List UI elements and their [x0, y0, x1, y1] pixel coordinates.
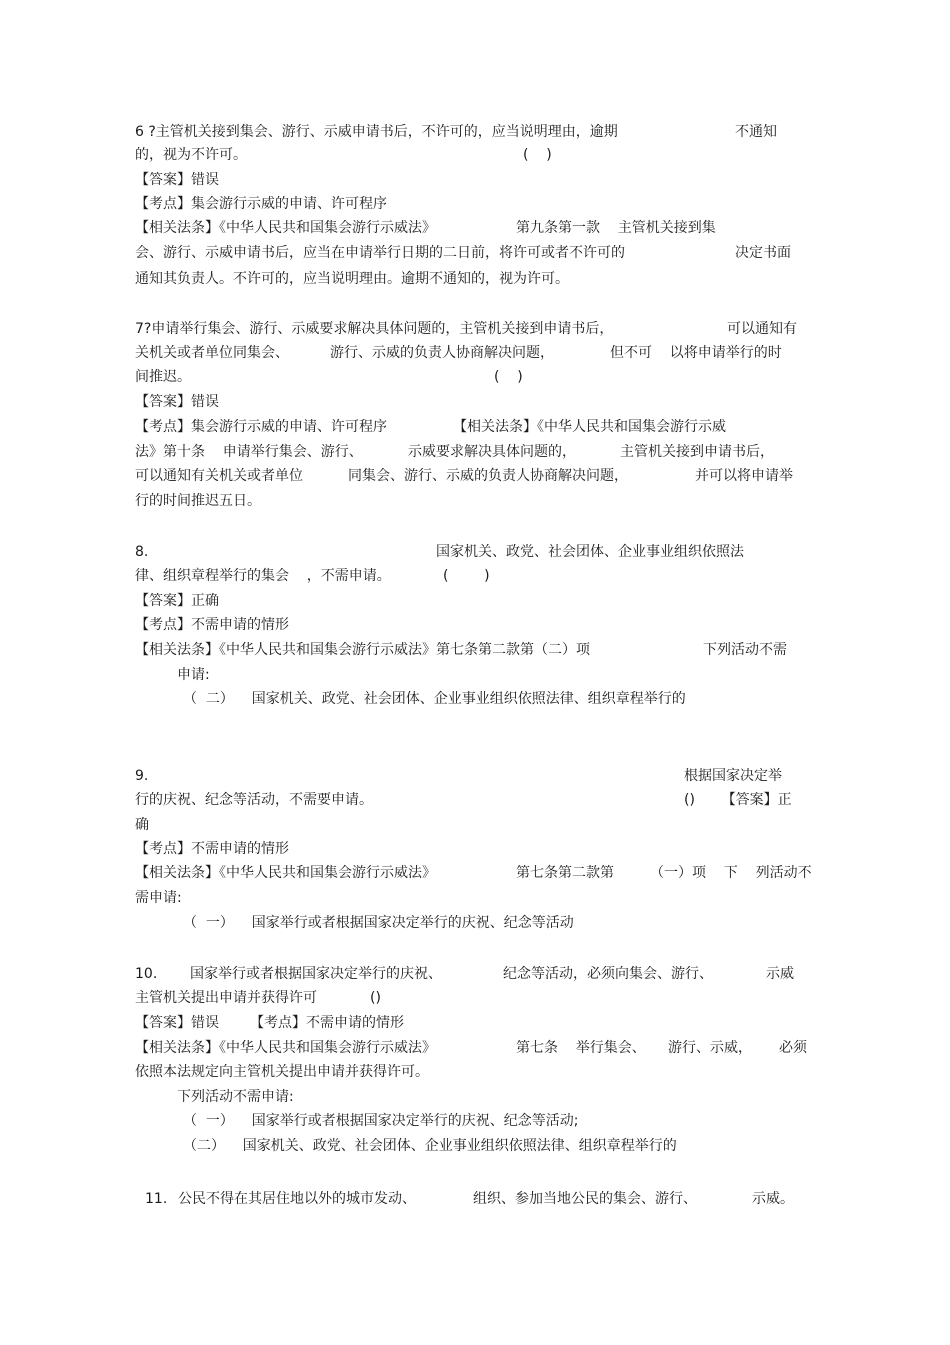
q7-law-line2b: 同集会、游行、示威的负责人协商解决问题，	[348, 468, 628, 484]
q11-line1d: 示威。	[752, 1191, 794, 1207]
q8-law-line2: 申请:	[177, 667, 210, 683]
q10-law-line1d: 必须	[779, 1040, 807, 1056]
q6-line2: 的，视为不许可。	[135, 147, 247, 163]
q10-line1d: 示威	[766, 966, 794, 982]
q10-law-item2: （二） 国家机关、政党、社会团体、企业事业组织依照法律、组织章程举行的	[183, 1138, 677, 1154]
q10-law-line1: 【相关法条】《中华人民共和国集会游行示威法》	[135, 1040, 436, 1056]
q6-law-line3: 通知其负责人。不许可的，应当说明理由。逾期不通知的，视为许可。	[135, 271, 569, 287]
q6-answer: 【答案】错误	[135, 172, 219, 188]
q9-law-item: （ 一） 国家举行或者根据国家决定举行的庆祝、纪念等活动	[183, 915, 574, 931]
q11-number: 11.	[145, 1191, 168, 1207]
q10-line1c: 纪念等活动，必须向集会、游行、	[503, 966, 713, 982]
q10-law-line2: 依照本法规定向主管机关提出申请并获得许可。	[135, 1064, 429, 1080]
q6-law-line1-tail: 第九条第一款 主管机关接到集	[516, 220, 716, 236]
q7-line1: 7?申请举行集会、游行、示威要求解决具体问题的，主管机关接到申请书后，	[135, 321, 614, 337]
q8-answer: 【答案】正确	[135, 593, 219, 609]
q8-law-item: （ 二） 国家机关、政党、社会团体、企业事业组织依照法律、组织章程举行的	[183, 691, 686, 707]
q7-law-line1b: 示威要求解决具体问题的，	[408, 444, 576, 460]
q7-law-line3: 行的时间推迟五日。	[135, 493, 261, 509]
q8-point: 【考点】不需申请的情形	[135, 617, 289, 633]
q10-number: 10.	[135, 966, 158, 982]
q7-law-line2c: 并可以将申请举	[695, 468, 793, 484]
q6-law-line2-tail: 决定书面	[735, 245, 791, 261]
q10-law-line3: 下列活动不需申请:	[177, 1089, 294, 1105]
q10-blank: ()	[370, 990, 381, 1006]
q6-law-line1: 【相关法条】《中华人民共和国集会游行示威法》	[135, 220, 436, 236]
q11-line1b: 公民不得在其居住地以外的城市发动、	[178, 1191, 416, 1207]
q9-line3: 确	[135, 817, 149, 833]
q7-law-line1c: 主管机关接到申请书后，	[620, 444, 774, 460]
q7-line2a: 关机关或者单位同集会、	[135, 345, 289, 361]
q8-law-line1-tail: 下列活动不需	[703, 642, 787, 658]
q8-blank: ( )	[443, 568, 490, 584]
q8-line1: 国家机关、政党、社会团体、企业事业组织依照法	[436, 544, 744, 560]
q8-line2: 律、组织章程举行的集会 ，不需申请。	[135, 568, 391, 584]
q9-law-line2: 需申请:	[135, 890, 182, 906]
q9-law-line1c: （一）项 下 列活动不	[650, 865, 812, 881]
q9-law-line1: 【相关法条】《中华人民共和国集会游行示威法》	[135, 865, 436, 881]
q9-line1: 根据国家决定举	[684, 768, 782, 784]
q10-point: 【考点】不需申请的情形	[250, 1015, 404, 1031]
q7-answer: 【答案】错误	[135, 394, 219, 410]
q9-number: 9.	[135, 768, 149, 784]
q7-line3: 间推迟。	[135, 369, 191, 385]
q6-law-line2: 会、游行、示威申请书后，应当在申请举行日期的二日前，将许可或者不许可的	[135, 245, 625, 261]
q8-number: 8.	[135, 544, 149, 560]
q6-point: 【考点】集会游行示威的申请、许可程序	[135, 196, 387, 212]
q7-blank: ( )	[494, 369, 523, 385]
q10-law-line1b: 第七条 举行集会、	[516, 1040, 646, 1056]
q6-blank: ( )	[523, 147, 552, 163]
q9-law-line1b: 第七条第二款第	[516, 865, 614, 881]
q8-law-line1: 【相关法条】《中华人民共和国集会游行示威法》第七条第二款第（二）项	[135, 642, 590, 658]
q7-law-line2a: 可以通知有关机关或者单位	[135, 468, 303, 484]
q10-answer: 【答案】错误	[135, 1015, 219, 1031]
q7-line1-tail: 可以通知有	[727, 321, 797, 337]
q10-line1b: 国家举行或者根据国家决定举行的庆祝、	[190, 966, 442, 982]
q7-law-line1a: 法》第十条 申请举行集会、游行、	[135, 444, 363, 460]
q10-line2: 主管机关提出申请并获得许可	[135, 990, 317, 1006]
q6-line1-tail: 不通知	[735, 124, 777, 140]
q7-law-start: 【相关法条】《中华人民共和国集会游行示威	[453, 419, 726, 435]
q10-law-line1c: 游行、示威，	[668, 1040, 752, 1056]
q9-point: 【考点】不需申请的情形	[135, 841, 289, 857]
q7-point: 【考点】集会游行示威的申请、许可程序	[135, 419, 387, 435]
q9-line2: 行的庆祝、纪念等活动，不需要申请。	[135, 792, 373, 808]
q10-law-item1: （ 一） 国家举行或者根据国家决定举行的庆祝、纪念等活动;	[183, 1113, 579, 1129]
q7-line2b: 游行、示威的负责人协商解决问题，	[330, 345, 554, 361]
q7-line2c: 但不可 以将申请举行的时	[610, 345, 782, 361]
q9-blank-answer: () 【答案】正	[684, 792, 792, 808]
q6-line1: 6 ?主管机关接到集会、游行、示威申请书后，不许可的，应当说明理由，逾期	[135, 124, 618, 140]
q11-line1c: 组织、参加当地公民的集会、游行、	[473, 1191, 697, 1207]
